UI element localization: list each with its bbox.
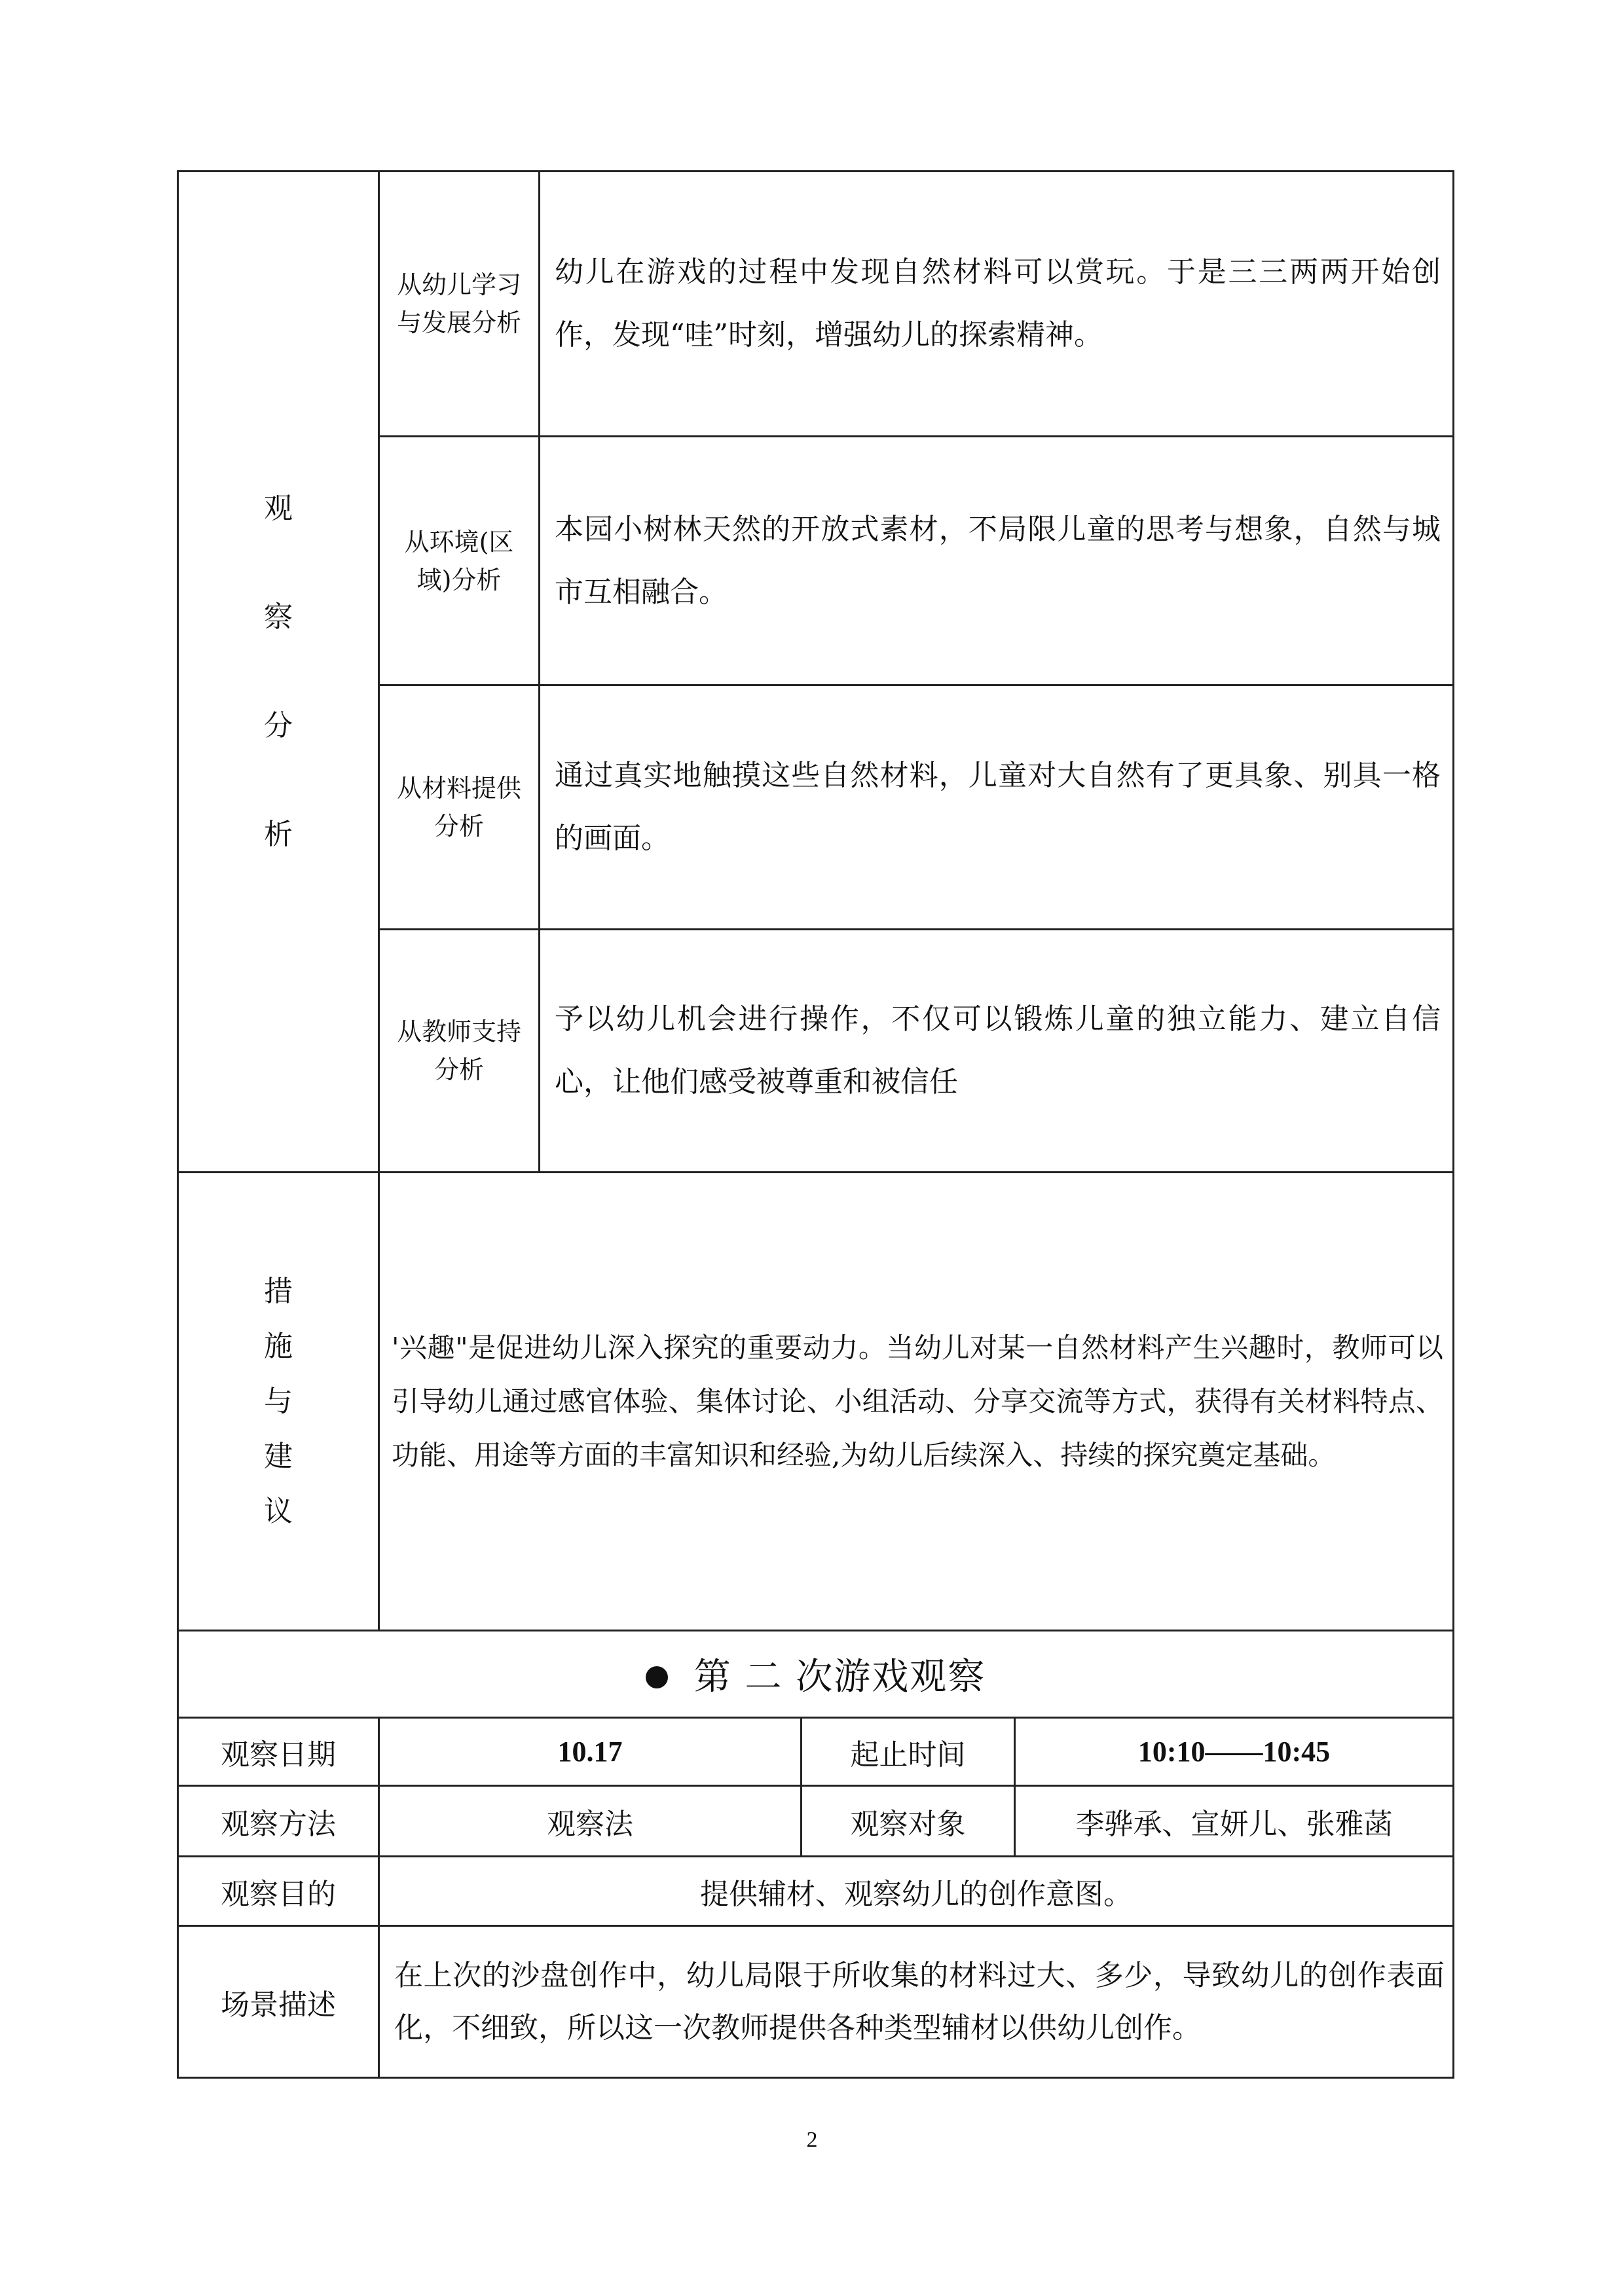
observation-table-frame — [177, 170, 1452, 2079]
measures-row — [178, 1173, 1454, 1631]
time-label: 起止时间 — [802, 1718, 1015, 1786]
method-subject-row — [178, 1786, 1454, 1857]
measures-label-char: 与 — [264, 1384, 293, 1418]
subject-label: 观察对象 — [802, 1786, 1015, 1857]
purpose-row — [178, 1857, 1454, 1926]
analysis-text: 本园小树林天然的开放式素材，不局限儿童的思考与想象，自然与城市互相融合。 — [540, 437, 1454, 685]
date-value: 10.17 — [379, 1718, 802, 1786]
second-observation-title — [178, 1631, 1454, 1718]
subject-value: 李骅承、宣妍儿、张雅菡 — [1015, 1786, 1454, 1857]
method-value: 观察法 — [379, 1786, 802, 1857]
analysis-sub-label: 从幼儿学习与发展分析 — [379, 172, 540, 437]
purpose-label: 观察目的 — [178, 1857, 379, 1926]
measures-label-char: 议 — [264, 1494, 293, 1528]
analysis-sub-label: 从材料提供分析 — [379, 685, 540, 930]
purpose-value: 提供辅材、观察幼儿的创作意图。 — [379, 1857, 1454, 1926]
analysis-label — [178, 172, 379, 1173]
analysis-label-char: 析 — [264, 818, 293, 851]
second-observation-header-row — [178, 1631, 1454, 1718]
analysis-label-char: 察 — [264, 600, 293, 634]
scene-label: 场景描述 — [178, 1926, 379, 2078]
analysis-text: 予以幼儿机会进行操作，不仅可以锻炼儿童的独立能力、建立自信心，让他们感受被尊重和被信任 — [540, 930, 1454, 1173]
analysis-text: 幼儿在游戏的过程中发现自然材料可以赏玩。于是三三两两开始创作，发现“哇”时刻，增强幼儿的探索精神。 — [540, 172, 1454, 437]
analysis-text: 通过真实地触摸这些自然材料，儿童对大自然有了更具象、别具一格的画面。 — [540, 685, 1454, 930]
time-value: 10:10——10:45 — [1015, 1718, 1454, 1786]
date-label: 观察日期 — [178, 1718, 379, 1786]
bullet-icon — [646, 1666, 668, 1688]
analysis-sub-label: 从环境(区域)分析 — [379, 437, 540, 685]
scene-value: 在上次的沙盘创作中，幼儿局限于所收集的材料过大、多少，导致幼儿的创作表面化，不细致，所以这一次教师提供各种类型辅材以供幼儿创作。 — [379, 1926, 1454, 2078]
page-number: 2 — [806, 2128, 818, 2152]
section-title-text: 第 二 次游戏观察 — [693, 1656, 986, 1698]
analysis-label-char: 观 — [264, 492, 293, 525]
measures-label-char: 施 — [264, 1329, 293, 1363]
method-label: 观察方法 — [178, 1786, 379, 1857]
measures-text: '兴趣"是促进幼儿深入探究的重要动力。当幼儿对某一自然材料产生兴趣时，教师可以引导幼儿通过感官体验、集体讨论、小组活动、分享交流等方式，获得有关材料特点、功能、用途等方面的丰富知识和经验,为幼儿后续深入、持续的探究奠定基础。 — [379, 1173, 1454, 1631]
measures-label-char: 措 — [264, 1274, 293, 1308]
measures-label-char: 建 — [264, 1439, 293, 1473]
observation-table — [177, 170, 1454, 2079]
analysis-sub-label: 从教师支持分析 — [379, 930, 540, 1173]
scene-row — [178, 1926, 1454, 2078]
date-time-row — [178, 1718, 1454, 1786]
analysis-label-char: 分 — [264, 709, 293, 742]
analysis-row-1 — [178, 172, 1454, 437]
measures-label — [178, 1173, 379, 1631]
